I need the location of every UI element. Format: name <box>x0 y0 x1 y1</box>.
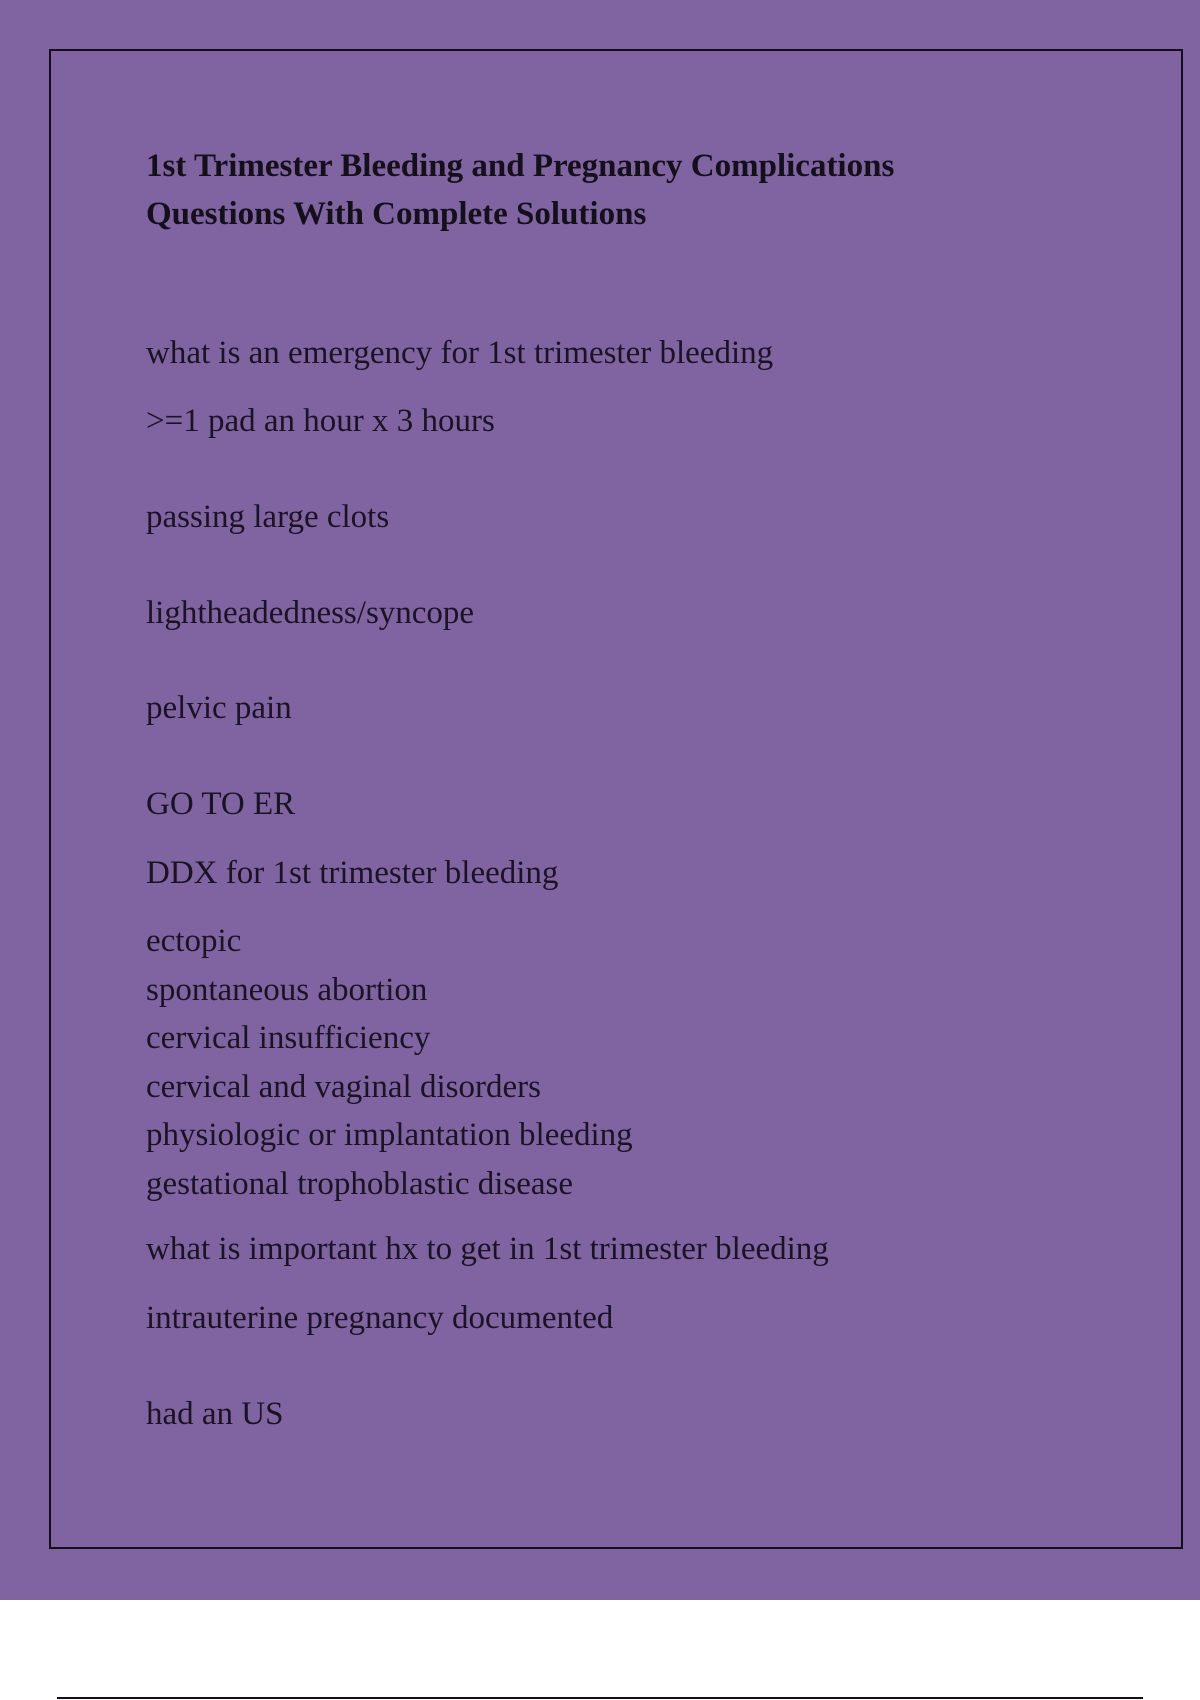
answer-lightheadedness: lightheadedness/syncope <box>146 595 475 631</box>
question-ddx: DDX for 1st trimester bleeding <box>146 855 559 891</box>
answer-large-clots: passing large clots <box>146 499 390 535</box>
answer-iup-documented: intrauterine pregnancy documented <box>146 1300 614 1336</box>
answer-pad-per-hour: >=1 pad an hour x 3 hours <box>146 403 495 439</box>
question-emergency: what is an emergency for 1st trimester bleeding <box>146 335 774 371</box>
answer-pelvic-pain: pelvic pain <box>146 690 292 726</box>
footer-divider <box>57 1697 1143 1699</box>
list-item: gestational trophoblastic disease <box>146 1165 574 1202</box>
document-title <box>146 142 1106 238</box>
list-item: cervical and vaginal disorders <box>146 1068 541 1105</box>
answer-go-to-er: GO TO ER <box>146 786 296 822</box>
title-line-1: 1st Trimester Bleeding and Pregnancy Complications <box>146 148 895 184</box>
list-item: physiologic or implantation bleeding <box>146 1117 633 1153</box>
answer-had-us: had an US <box>146 1396 284 1432</box>
list-item: cervical insufficiency <box>146 1020 431 1056</box>
question-important-hx: what is important hx to get in 1st trimester bleeding <box>146 1231 829 1267</box>
list-item: spontaneous abortion <box>146 971 428 1008</box>
list-item: ectopic <box>146 923 242 959</box>
ddx-answer-list <box>146 917 633 1208</box>
title-line-2: Questions With Complete Solutions <box>146 196 647 232</box>
